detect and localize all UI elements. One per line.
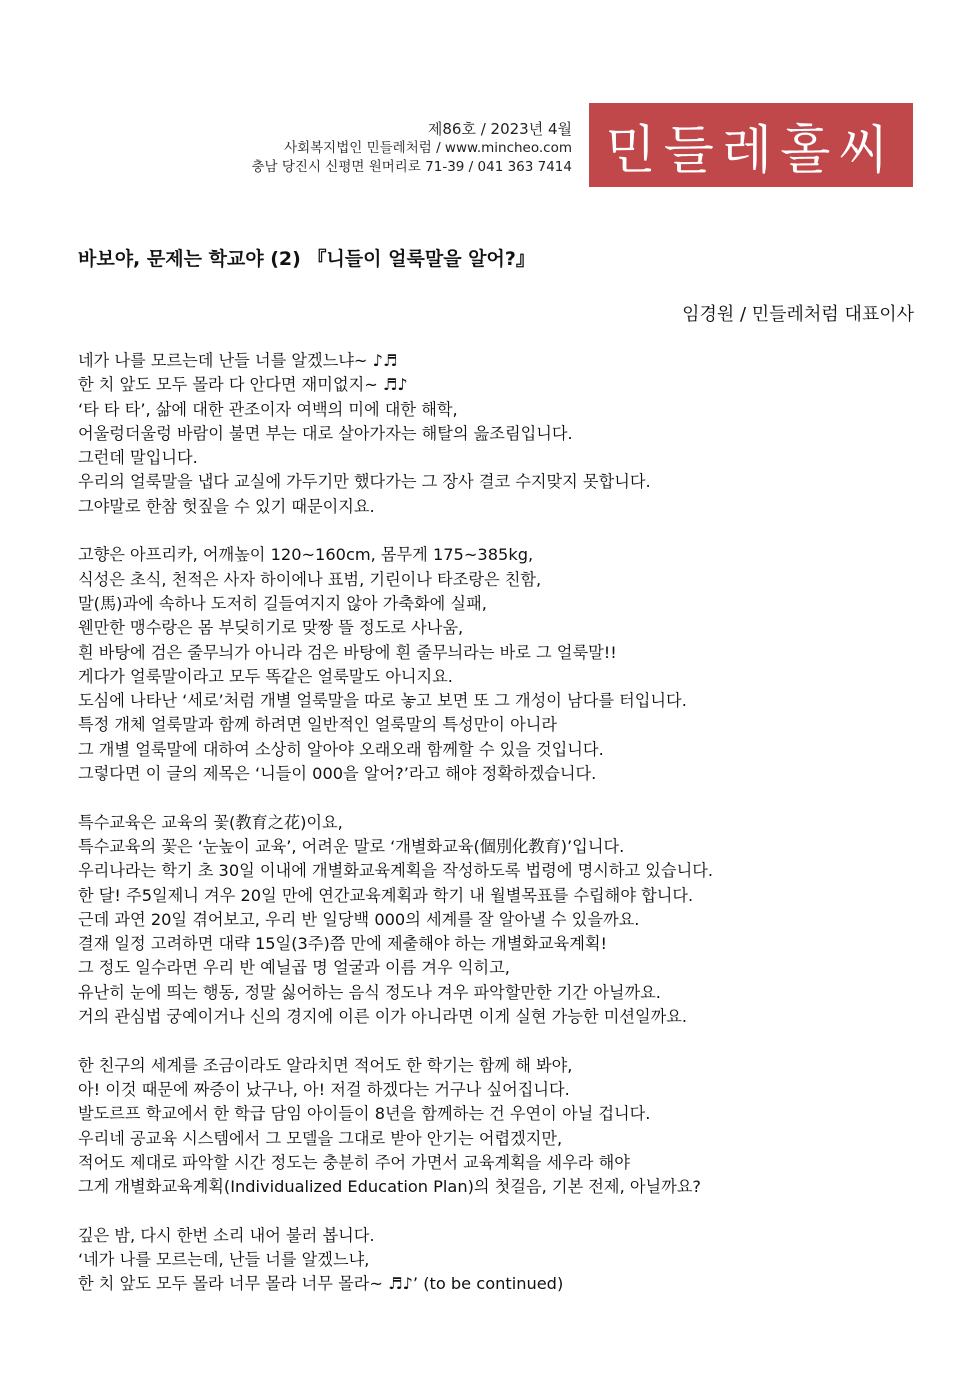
paragraph-line: 한 달! 주5일제니 겨우 20일 만에 연간교육계획과 학기 내 월별목표를 수립해야 합니다. [78,885,694,905]
paragraph-line: 우리나라는 학기 초 30일 이내에 개별화교육계획을 작성하도록 법령에 명시하고 있습니다. [78,861,713,881]
paragraph-line: 게다가 얼룩말이라고 모두 똑같은 얼룩말도 아니지요. [78,666,453,686]
paragraph-line: 깊은 밤, 다시 한번 소리 내어 불러 봅니다. [78,1225,375,1245]
paragraph-line: ‘네가 나를 모르는데, 난들 너를 알겠느냐, [78,1249,370,1269]
paragraph [78,349,938,519]
paragraph-line: 한 치 앞도 모두 몰라 다 안다면 재미없지~ ♬♪ [78,375,408,395]
paragraph-line: 웬만한 맹수랑은 몸 부딪히기로 맞짱 뜰 정도로 사나움, [78,618,464,638]
paragraph-line: 한 친구의 세계를 조금이라도 알라치면 적어도 한 학기는 함께 해 봐야, [78,1055,573,1075]
paragraph-line: 어울렁더울렁 바람이 불면 부는 대로 살아가자는 해탈의 읊조림입니다. [78,423,573,443]
paragraph [78,543,938,786]
paragraph-line: 유난히 눈에 띄는 행동, 정말 싫어하는 음식 정도나 겨우 파악할만한 기간 아닐까요. [78,982,661,1002]
paragraph-line: 특수교육의 꽃은 ‘눈높이 교육’, 어려운 말로 ‘개별화교육(個別化教育)’입니다. [78,836,625,856]
paragraph-line: 네가 나를 모르는데 난들 너를 알겠느냐~ ♪♬ [78,351,398,370]
paragraph-line: 우리네 공교육 시스템에서 그 모델을 그대로 받아 안기는 어렵겠지만, [78,1128,563,1148]
paragraph-line: 아! 이것 때문에 짜증이 났구나, 아! 저걸 하겠다는 거구나 싶어집니다. [78,1079,570,1099]
paragraph-line: 특정 개체 얼룩말과 함께 하려면 일반적인 얼룩말의 특성만이 아니라 [78,715,558,735]
article-body [78,349,938,1321]
paragraph [78,811,938,1030]
paragraph-line: 그 개별 얼룩말에 대하여 소상히 알아야 오래오래 함께할 수 있을 것입니다. [78,739,604,759]
paragraph-line: 우리의 얼룩말을 냅다 교실에 가두기만 했다가는 그 장사 결코 수지맞지 못합니다. [78,472,651,492]
paragraph-line: 흰 바탕에 검은 줄무늬가 아니라 검은 바탕에 흰 줄무늬라는 바로 그 얼룩말!! [78,642,617,662]
newsletter-logo [589,103,913,187]
paragraph-line: 고향은 아프리카, 어깨높이 120~160cm, 몸무게 175~385kg, [78,545,534,565]
paragraph-line: 특수교육은 교육의 꽃(教育之花)이요, [78,812,343,832]
article-title: 바보야, 문제는 학교야 (2) 『니들이 얼룩말을 알어?』 [78,248,535,270]
paragraph-line: 거의 관심법 궁예이거나 신의 경지에 이른 이가 아니라면 이게 실현 가능한 미션일까요. [78,1007,688,1027]
organization-line: 사회복지법인 민들레처럼 / www.mincheo.com [284,140,572,156]
paragraph-line: 결재 일정 고려하면 대략 15일(3주)쯤 만에 제출해야 하는 개별화교육계획! [78,934,608,954]
paragraph-line: 말(馬)과에 속하나 도저히 길들여지지 않아 가축화에 실패, [78,593,487,613]
paragraph-line: 한 치 앞도 모두 몰라 너무 몰라 너무 몰라~ ♬♪’ (to be continued) [78,1274,564,1294]
paragraph-line: 그야말로 한참 헛짚을 수 있기 때문이지요. [78,496,375,516]
issue-number: 제86호 / 2023년 4월 [427,120,572,138]
paragraph [78,1224,938,1297]
paragraph-line: 그런데 말입니다. [78,448,198,468]
paragraph-line: 그게 개별화교육계획(Individualized Education Plan)의 첫걸음, 기본 전제, 아닐까요? [78,1177,702,1197]
paragraph-line: 그 정도 일수라면 우리 반 예닐곱 명 얼굴과 이름 겨우 익히고, [78,958,510,978]
logo-text: 민들레홀씨 [605,120,897,181]
paragraph [78,1054,938,1200]
paragraph-line: ‘타 타 타’, 삶에 대한 관조이자 여백의 미에 대한 해학, [78,399,458,419]
paragraph-line: 적어도 제대로 파악할 시간 정도는 충분히 주어 가면서 교육계획을 세우라 해야 [78,1152,630,1172]
paragraph-line: 근데 과연 20일 겪어보고, 우리 반 일당백 000의 세계를 잘 알아낼 수 있을까요. [78,909,640,929]
paragraph-line: 발도르프 학교에서 한 학급 담임 아이들이 8년을 함께하는 건 우연이 아닐 겁니다. [78,1104,651,1124]
masthead-info [252,120,573,177]
paragraph-line: 식성은 초식, 천적은 사자 하이에나 표범, 기린이나 타조랑은 친함, [78,569,542,589]
paragraph-line: 그렇다면 이 글의 제목은 ‘니들이 000을 알어?’라고 해야 정확하겠습니다. [78,764,597,784]
paragraph-line: 도심에 나타난 ‘세로’처럼 개별 얼룩말을 따로 놓고 보면 또 그 개성이 남다를 터입니다. [78,691,687,711]
address-line: 충남 당진시 신평면 원머리로 71-39 / 041 363 7414 [251,159,572,175]
article-author: 임경원 / 민들레처럼 대표이사 [682,304,914,325]
